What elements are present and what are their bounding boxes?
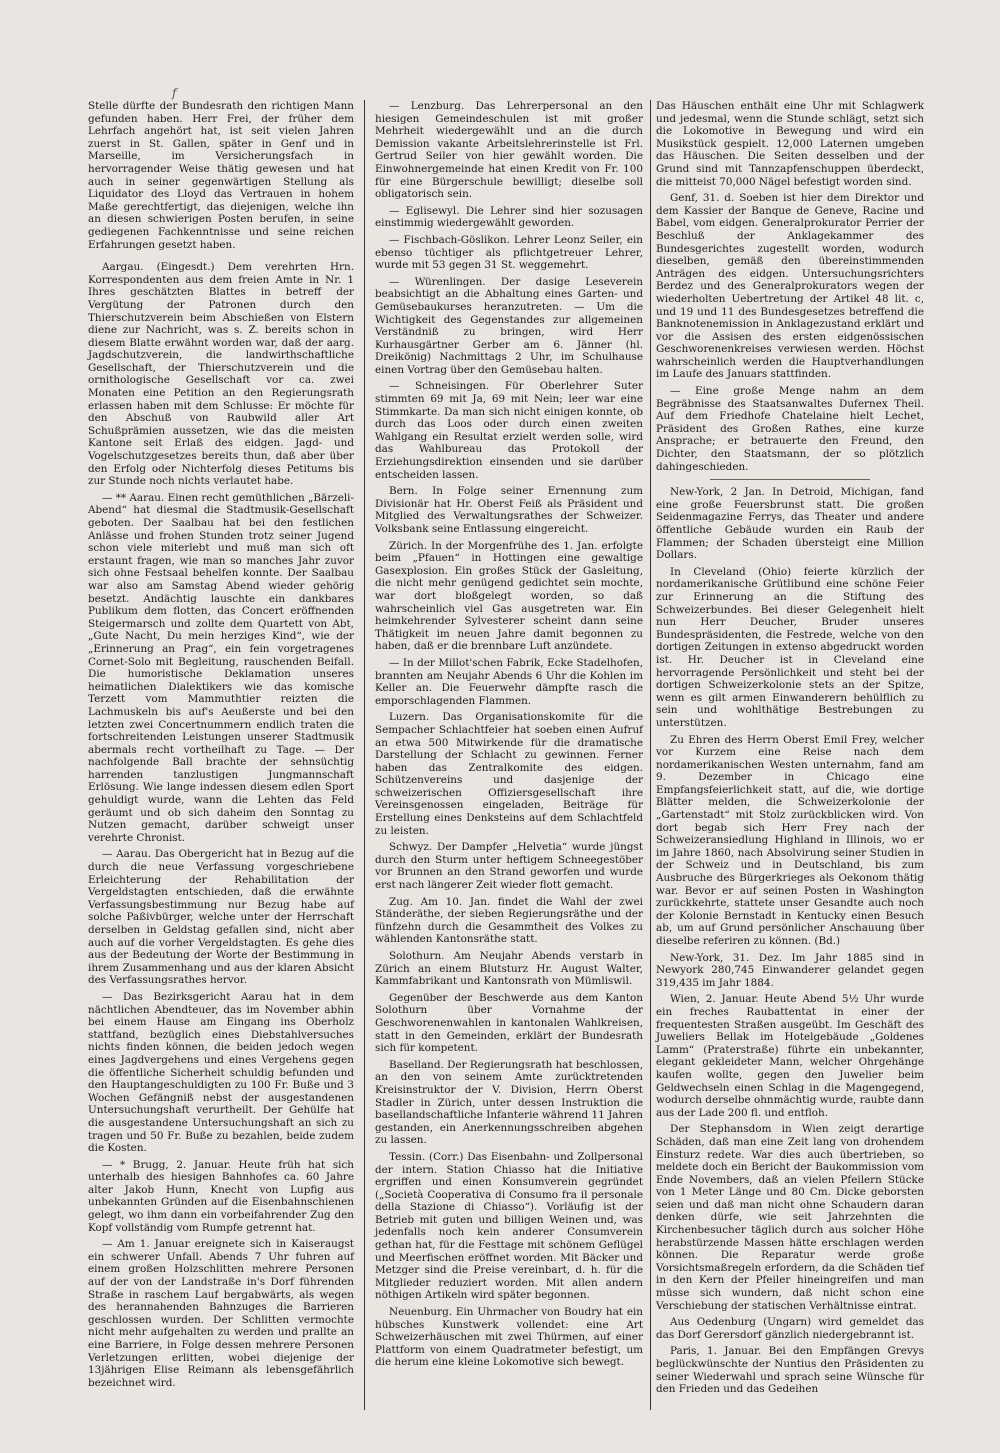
- article-egliswyl: — Eglisewyl. Die Lehrer sind hier sozusagen einstimmig wiedergewählt geworden.: [375, 204, 643, 230]
- article-luzern: Luzern. Das Organisationskomite für die Sempacher Schlachtfeier hat soeben einen Aufruf an etwa 500 Mitwirkende für die dramatische Darstellung der Schlacht zu gewinnen. Ferner haben das Zentralkomite des eidgen. Schützenvereins und dasjenige der schweizerischen Offiziersgesellschaft ihre Vereinsgenossen eingeladen, Beiträge für Erstellung eines Denksteins auf dem Schlachtfeld zu leisten.: [375, 711, 643, 837]
- article-newyork-einwanderer: New-York, 31. Dez. Im Jahr 1885 sind in Newyork 280,745 Einwanderer gelandet gegen 319,435 im Jahr 1884.: [656, 951, 924, 989]
- newspaper-page: [72, 78, 930, 1420]
- article-aarau-obergericht: — Aarau. Das Obergericht hat in Bezug auf die durch die neue Verfassung vorgeschriebene Erleichterung der Rehabilitation der Vergeldstagten entschieden, daß die erwähnte Verfassungsbestimmung nur Bezug habe auf solche Paßivbürger, welche unter der Herrschaft derselben in Geldstag gefallen sind, nicht aber auch auf die vorher Vergeldstagten. Es gehe dies aus der Bedeutung der Worte der Bestimmung in ihrem Zusammenhang und aus der klaren Absicht des Verfassungsrathes hervor.: [88, 848, 354, 987]
- article-tessin: Tessin. (Corr.) Das Eisenbahn- und Zollpersonal der intern. Station Chiasso hat die Initiative ergriffen und einen Konsumverein gegründet („Società Cooperativa di Consumo fra il personale della Stazione di Chiasso“). Vorläufig ist der Betrieb mit guten und billigen Weinen und, was jedenfalls noch kein anderer Consumverein gethan hat, für die Festtage mit schönem Geflügel und Meerfischen eröffnet worden. Mit Bäcker und Metzger sind die Preise vereinbart, d. h. für die Mitglieder reduziert worden. Mit allen andern nöthigen Artikeln wird später begonnen.: [375, 1150, 643, 1302]
- article-baselland: Baselland. Der Regierungsrath hat beschlossen, an den von seinem Amte zurücktretenden Kreisinstruktor der V. Division, Herrn Oberst Stadler in Zürich, unter dessen Instruktion die basellandschaftliche Infanterie während 11 Jahren gestanden, ein Anerkennungsschreiben abgehen zu lassen.: [375, 1058, 644, 1147]
- article-schneisingen: — Schneisingen. Für Oberlehrer Suter stimmten 69 mit Ja, 69 mit Nein; leer war eine Stimmkarte. Da man sich nicht einigen konnte, ob durch das Loos oder durch einen zweiten Wahlgang ein Resultat erzielt werden solle, wird das Wahlbureau das Protokoll der Erziehungsdirektion einsenden und sie darüber entscheiden lassen.: [375, 380, 643, 481]
- article-paris: Paris, 1. Januar. Bei den Empfängen Grevys beglückwünschte der Nuntius den Präsidenten zu seiner Wiederwahl und sprach seine Wünsche für den Frieden und das Gedeihen: [656, 1345, 924, 1396]
- section-divider: [710, 479, 871, 480]
- article-brugg: — * Brugg, 2. Januar. Heute früh hat sich unterhalb des hiesigen Bahnhofes ca. 60 Jahre alter Jakob Hunn, Knecht von Lupfig aus unbekannten Gründen auf die Eisenbahnschienen gelegt, wo ihm dann ein vorbeifahrender Zug den Kopf vollständig vom Rumpfe getrennt hat.: [88, 1158, 354, 1234]
- column-divider: [650, 100, 651, 1410]
- article-neuenburg-cont: Das Häuschen enthält eine Uhr mit Schlagwerk und jedesmal, wenn die Stunde schlägt, setzt sich die Lokomotive in Bewegung und wird ein Musikstück gespielt. 12,000 Laternen umgeben das Häuschen. Die Seiten desselben und der Grund sind mit Tannzapfenschuppen überdeckt, die mitteist 70,000 Nägel befestigt worden sind.: [656, 100, 924, 188]
- article-kaiseraugst: — Am 1. Januar ereignete sich in Kaiseraugst ein schwerer Unfall. Abends 7 Uhr fuhren auf einem großen Holzschlitten mehrere Personen auf der von der Landstraße in's Dorf führenden Straße in raschem Lauf bergabwärts, als wegen des herannahenden Bahnzuges die Barrieren geschlossen wurden. Der Schlitten vermochte nicht mehr aufgehalten zu werden und prallte an eine Barriere, in Folge dessen mehrere Personen Verletzungen erlitten, wobei diejenige der 13jährigen Elise Reimann als lebensgefährlich bezeichnet wird.: [88, 1238, 354, 1389]
- column-3: [656, 100, 924, 1400]
- article-solothurn: Solothurn. Am Neujahr Abends verstarb in Zürich an einem Blutsturz Hr. August Walter, Kammfabrikant und Kantonsrath von Mümliswil.: [375, 950, 643, 988]
- article-zug: Zug. Am 10. Jan. findet die Wahl der zwei Ständeräthe, der sieben Regierungsräthe und der fünfzehn durch die Gesammtheit des Volkes zu wählenden Kantonsräthe statt.: [375, 895, 643, 946]
- article-cleveland: In Cleveland (Ohio) feierte kürzlich der nordamerikanische Grütlibund eine schöne Feier zur Erinnerung an die Stiftung des Schweizerbundes. Bei dieser Gelegenheit hielt nun Herr Deucher, Bruder unseres Bundespräsidenten, die Festrede, welche von den dortigen Zeitungen in extenso abgedruckt worden ist. Hr. Deucher ist in Cleveland eine hervorragende Persönlichkeit und steht bei der dortigen Schweizerkolonie stets an der Spitze, wenn es gilt armen Einwanderern behülflich zu sein und wohlthätige Bestrebungen zu unterstützen.: [656, 565, 924, 729]
- article-genf-begraebnis: — Eine große Menge nahm an dem Begräbnisse des Staatsanwaltes Dufernex Theil. Auf dem Friedhofe Chatelaine hielt Lechet, Präsident des Großen Rathes, eine kurze Ansprache; er betrauerte den Freund, den Dichter, den Staatsmann, der so plötzlich dahingeschieden.: [656, 385, 924, 473]
- article-schwyz: Schwyz. Der Dampfer „Helvetia“ wurde jüngst durch den Sturm unter heftigem Schneegestöber vor Brunnen an den Strand geworfen und wurde erst nach längerer Zeit wieder flott gemacht.: [375, 841, 643, 892]
- article-wuerenlingen: — Würenlingen. Der dasige Leseverein beabsichtigt an die Abhaltung eines Garten- und Gemüsebaukurses heranzutreten. — Um die Wichtigkeit des Gegenstandes zur allgemeinen Verständniß zu bringen, wird Herr Kurhausgärtner Gerber am 6. Jänner (hl. Dreikönig) Nachmittags 2 Uhr, im Schulhause einen Vortrag über den Gemüsebau halten.: [375, 275, 643, 376]
- article-genf: Genf, 31. d. Soeben ist hier dem Direktor und dem Kassier der Banque de Geneve, Racine und Babel, vom eidgen. Generalprokurator Perrier der Beschluß der Anklagekammer des Bundesgerichtes zugestellt worden, wodurch dieselben, gemäß den übereinstimmenden Anträgen des eidgen. Untersuchungsrichters Berdez und des Generalprokurators wegen der wiederholten Uebertretung der Artikel 48 lit. c, und 19 und 11 des Bundesgesetzes betreffend die Banknotenemission in Anklagezustand erklärt und vor die Assisen des ersten eidgenössischen Geschworenenkreises verwiesen werden. Höchst wahrscheinlich werden die Hauptverhandlungen im Laufe des Januars stattfinden.: [656, 192, 924, 381]
- article-solothurn-beschwerde: Gegenüber der Beschwerde aus dem Kanton Solothurn über Vornahme der Geschworenenwahlen in kantonalen Wahlkreisen, statt in den Gemeinden, erklärt der Bundesrath sich für kompetent.: [375, 991, 643, 1055]
- article-wien-raub: Wien, 2. Januar. Heute Abend 5½ Uhr wurde ein freches Raubattentat in einer der frequentesten Straßen ausgeübt. Im Geschäft des Juweliers Bellak im Hotelgebäude „Goldenes Lamm“ (Praterstraße) führte ein unbekannter, elegant gekleideter Mann, welcher Ohrgehänge kaufen wollte, gegen den Juwelier beim Geldwechseln einen Schlag in die Magengegend, wodurch derselbe ohnmächtig wurde, raubte dann aus der Lade 200 fl. und entfloh.: [656, 993, 924, 1119]
- article-zuerich-millot: — In der Millot'schen Fabrik, Ecke Stadelhofen, brannten am Neujahr Abends 6 Uhr die Kohlen im Keller an. Die Feuerwehr dämpfte rasch die emporschlagenden Flammen.: [375, 656, 643, 707]
- article-neuenburg: Neuenburg. Ein Uhrmacher von Boudry hat ein hübsches Kunstwerk vollendet: eine Art Schweizerhäuschen mit zwei Thürmen, auf einer Plattform von einem Quadratmeter befestigt, um die herum eine kleine Lokomotive sich bewegt.: [375, 1306, 643, 1369]
- article-fischbach: — Fischbach-Göslikon. Lehrer Leonz Seiler, ein ebenso tüchtiger als pflichtgetreuer Lehrer, wurde mit 53 gegen 31 St. weggemehrt.: [375, 233, 643, 272]
- article-aargau-jagdschutz: Aargau. (Eingesdt.) Dem verehrten Hrn. Korrespondenten aus dem freien Amte in Nr. 1 Ihres geschätzten Blattes in betreff der Vergütung der Patronen durch den Thierschutzverein beim Abschießen von Elstern diene zur Nachricht, was s. Z. bereits schon in diesem Blatte erwähnt worden war, daß der aarg. Jagdschutzverein, die landwirthschaftliche Gesellschaft, der Thierschutzverein und die ornithologische Gesellschaft vor ca. zwei Monaten eine Petition an den Regierungsrath erlassen haben mit dem Schlusse: Er möchte für den Abschuß von Raubwild aller Art Schußprämien aussetzen, wie das die meisten Kantone seit Erlaß des eidgen. Jagd- und Vogelschutzgesetzes bereits thun, daß aber über den Erfolg oder Nichterfolg dieses Petitums bis zur Stunde noch nichts verlautet habe.: [88, 261, 354, 488]
- article-lenzburg: — Lenzburg. Das Lehrerpersonal an den hiesigen Gemeindeschulen ist mit großer Mehrheit wiedergewählt und an die durch Demission vakante Arbeitslehrerinstelle ist Frl. Gertrud Seiler von hier gewählt worden. Die Einwohnergemeinde hat einen Kredit von Fr. 100 für eine Bürgerschule bewilligt; dieselbe soll obligatorisch sein.: [375, 100, 643, 201]
- article-newyork-detroit: New-York, 2 Jan. In Detroid, Michigan, fand eine große Feuersbrunst statt. Die großen Seidenmagazine Ferrys, das Theater und andere öffentliche Gebäude wurden ein Raub der Flammen; der Schaden übersteigt eine Million Dollars.: [656, 486, 924, 562]
- article-frei: Stelle dürfte der Bundesrath den richtigen Mann gefunden haben. Herr Frei, der früher dem Lehrfach angehört hat, ist seit vielen Jahren zuerst in St. Gallen, später in Genf und in Marseille, im Versicherungsfach in hervorragender Weise thätig gewesen und hat auch in seiner gegenwärtigen Stellung als Liquidator des Lloyd das Vertrauen in hohem Maße gerechtfertigt, das diejenigen, welche ihn an diesen schwierigen Posten berufen, in seine gediegenen Fachkenntnisse und seine reichen Erfahrungen gesetzt haben.: [88, 100, 354, 251]
- article-aarau-baerzeli: — ** Aarau. Einen recht gemüthlichen „Bärzeli-Abend“ hat diesmal die Stadtmusik-Gesellschaft geboten. Der Saalbau hat bei den festlichen Anlässe und frohen Stunden trotz seiner Jugend schon viele miterlebt und muß man sich oft erstaunt fragen, wie man so manches Jahr zuvor sich ohne Festsaal behelfen konnte. Der Saalbau war also am Samstag Abend wieder gehörig besetzt. Andächtig lauschte ein dankbares Publikum dem flotten, das Concert eröffnenden Steigermarsch und zollte dem Quartett von Abt, „Gute Nacht, Du mein herziges Kind“, wie der „Erinnerung an Prag“, ein fein vorgetragenes Cornet-Solo mit Begleitung, rauschenden Beifall. Die humoristische Deklamation unseres heimatlichen Dialektikers wie das komische Terzett vom Mammuthtier reizten die Lachmuskeln bis auf's Aeußerste und bei den letzten zwei Concertnummern endlich traten die fortschreitenden Leistungen unserer Stadtmusik abermals recht vortheilhaft zu Tage. — Der nachfolgende Ball brachte der sehnsüchtig harrenden tanzlustigen Jungmannschaft Erlösung. Wie lange indessen diesem edlen Sport gehuldigt wurde, wann die Lehten das Feld geräumt und ob sich daheim den Sonntag zu Nutzen gemacht, darüber schweigt unser verehrte Chronist.: [88, 491, 354, 844]
- column-1: [88, 100, 354, 1393]
- column-2: [375, 100, 643, 1373]
- page-pencil-mark: f: [172, 86, 177, 100]
- article-zuerich-gas: Zürich. In der Morgenfrühe des 1. Jan. erfolgte beim „Pfauen“ in Hottingen eine gewaltige Gasexplosion. Ein großes Stück der Gasleitung, die nicht mehr genügend gedichtet sein mochte, war dort bloßgelegt worden, so daß wahrscheinlich viel Gas ausgetreten war. Ein heimkehrender Sylvesterer scheint dann seine Thätigkeit im neuen Jahre damit begonnen zu haben, daß er die brennbare Luft anzündete.: [375, 539, 643, 653]
- article-wien-stephansdom: Der Stephansdom in Wien zeigt derartige Schäden, daß man eine Zeit lang von drohendem Einsturz redete. War dies auch übertrieben, so meldete doch ein Bericht der Baukommission vom Ende Novembers, daß an vielen Pfeilern Stücke von 1 Meter Länge und 80 Cm. Dicke geborsten seien und daß man nicht ohne Schaudern daran denken dürfe, wie seit Jahrzehnten die Kirchenbesucher täglich durch aus solcher Höhe herabstürzende Massen hätte erschlagen werden können. Die Reparatur werde große Vorsichtsmaßregeln erfordern, da die Schäden tief in den Kern der Pfeiler hineingreifen und man müsse sich wundern, daß nicht schon eine Verschiebung der statischen Verhältnisse eintrat.: [656, 1123, 924, 1312]
- article-bern: Bern. In Folge seiner Ernennung zum Divisionär hat Hr. Oberst Feiß als Präsident und Mitglied des Verwaltungsrathes der Schweizer. Volksbank seine Entlassung eingereicht.: [375, 485, 643, 535]
- article-oedenburg: Aus Oedenburg (Ungarn) wird gemeldet das das Dorf Gerersdorf gänzlich niedergebrannt ist.: [656, 1316, 924, 1341]
- column-divider: [364, 100, 365, 1410]
- article-aarau-bezirksgericht: — Das Bezirksgericht Aarau hat in dem nächtlichen Abendteuer, das im November abhin bei einem Hause am Eingang ins Oberholz stattfand, bezüglich eines Diebstahlversuches nichts finden können, die beiden jedoch wegen eines Jagdvergehens und eines Vergehens gegen die öffentliche Sicherheit schuldig befunden und den Hauptangeschuldigten zu 100 Fr. Buße und 3 Wochen Gefängniß nebst der ausgestandenen Untersuchungshaft verurtheilt. Der Gehülfe hat die ausgestandene Untersuchungshaft an sich zu tragen und 50 Fr. Buße zu bezahlen, beide zudem die Kosten.: [88, 990, 354, 1155]
- article-oberst-frey: Zu Ehren des Herrn Oberst Emil Frey, welcher vor Kurzem eine Reise nach dem nordamerikanischen Westen unternahm, fand am 9. Dezember in Chicago eine Empfangsfeierlichkeit statt, auf die, wie dortige Blätter melden, die Schweizerkolonie der „Gartenstadt“ mit Stolz zurückblicken wird. Von dort begab sich Herr Frey nach der Schweizeransiedlung Highland in Illinois, wo er im Jahre 1860, nach Absolvirung seiner Studien in der Schweiz und in Deutschland, bis zum Ausbruche des Bürgerkrieges als Oekonom thätig war. Bevor er auf seinen Posten in Washington zurückkehrte, stattete unser Gesandte auch noch der Kolonie Bernstadt in Kentucky einen Besuch ab, um auf Grund persönlicher Anschauung über dieselbe referiren zu können. (Bd.): [656, 733, 924, 947]
